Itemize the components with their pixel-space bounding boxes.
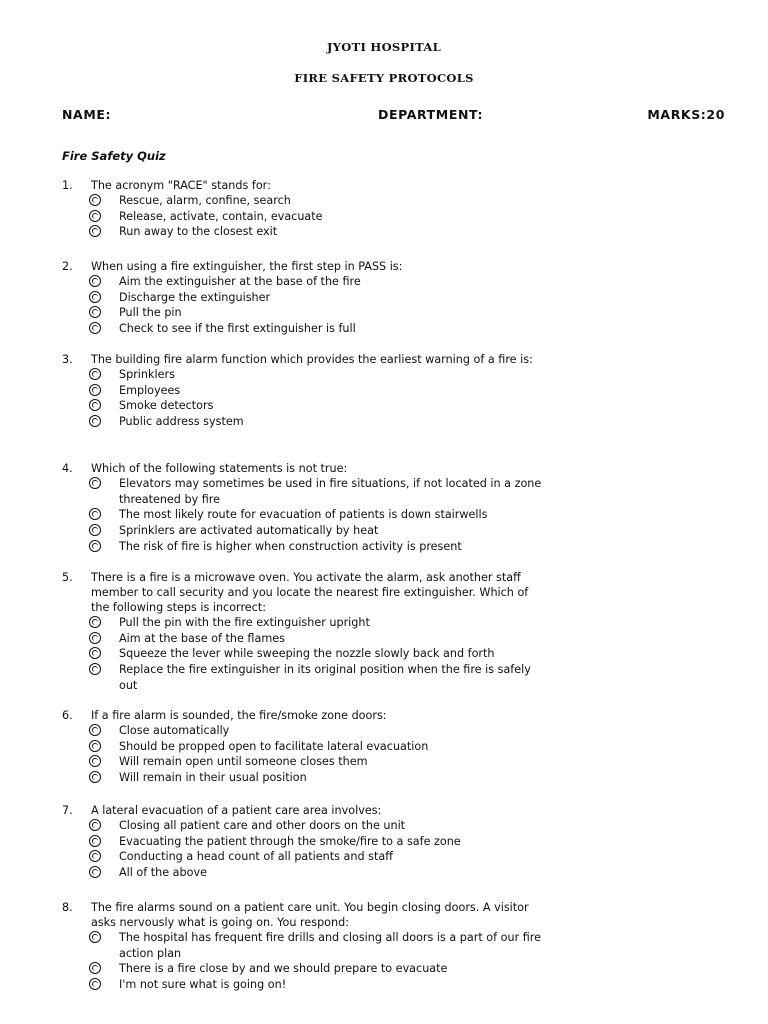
option-2-1 [62,274,542,290]
option-label: Elevators may sometimes be used in fire situations, if not located in a zone threatened by fire [119,477,542,506]
question-number: 8. [62,901,73,914]
marks-label: MARKS:20 [647,107,725,122]
question-stem [62,178,542,193]
option-3-3 [62,398,542,414]
option-list [62,615,542,694]
question-text: The building fire alarm function which provides the earliest warning of a fire is: [91,353,533,366]
question-stem [62,708,542,723]
question-text: If a fire alarm is sounded, the fire/smoke zone doors: [91,709,387,722]
question-text: There is a fire is a microwave oven. You activate the alarm, ask another staff member to call security and you locate the nearest fire extinguisher. Which of the following steps is incorrect: [91,571,529,614]
question-4 [62,461,542,555]
option-label: Will remain open until someone closes them [119,755,368,769]
radio-circle-icon[interactable] [89,755,101,767]
radio-circle-icon[interactable] [89,477,101,489]
option-8-3 [62,977,542,993]
question-6 [62,708,542,786]
option-3-2 [62,383,542,399]
radio-circle-icon[interactable] [89,962,101,974]
option-4-4 [62,539,542,555]
radio-circle-icon[interactable] [89,225,101,237]
radio-circle-icon[interactable] [89,291,101,303]
question-8 [62,900,542,993]
question-stem [62,352,542,367]
radio-circle-icon[interactable] [89,819,101,831]
question-7 [62,803,542,881]
question-text: When using a fire extinguisher, the first step in PASS is: [91,260,403,273]
option-label: Check to see if the first extinguisher is full [119,322,356,336]
option-2-4 [62,321,542,337]
option-5-1 [62,615,542,631]
option-2-3 [62,305,542,321]
question-number: 6. [62,709,73,722]
option-label: Closing all patient care and other doors on the unit [119,819,406,832]
radio-circle-icon[interactable] [89,724,101,736]
option-4-3 [62,523,542,539]
radio-circle-icon[interactable] [89,399,101,411]
option-label: Pull the pin [119,306,182,320]
radio-circle-icon[interactable] [89,306,101,318]
option-label: Close automatically [119,724,230,737]
option-list [62,723,542,786]
department-label: DEPARTMENT: [378,107,484,122]
option-list [62,367,542,430]
option-3-4 [62,414,542,430]
radio-circle-icon[interactable] [89,540,101,552]
hospital-name: JYOTI HOSPITAL [327,40,441,54]
option-list [62,930,542,993]
document-title: FIRE SAFETY PROTOCOLS [294,71,474,85]
option-5-3 [62,646,542,662]
question-text: The fire alarms sound on a patient care unit. You begin closing doors. A visitor asks nervously what is going on. You respond: [91,901,529,929]
option-4-2 [62,507,542,523]
option-1-1 [62,193,542,209]
option-label: Sprinklers are activated automatically by heat [119,524,379,538]
question-text: A lateral evacuation of a patient care area involves: [91,804,382,817]
option-label: The most likely route for evacuation of patients is down stairwells [119,508,488,522]
option-7-2 [62,834,542,850]
radio-circle-icon[interactable] [89,835,101,847]
question-5 [62,570,542,694]
option-6-2 [62,739,542,755]
question-text: Which of the following statements is not true: [91,462,348,475]
question-number: 5. [62,571,73,584]
quiz-title: Fire Safety Quiz [62,149,166,163]
question-stem [62,900,542,930]
option-label: Release, activate, contain, evacuate [119,209,323,223]
question-text: The acronym "RACE" stands for: [91,179,271,192]
radio-circle-icon[interactable] [89,322,101,334]
option-7-1 [62,818,542,834]
option-label: Rescue, alarm, confine, search [119,194,291,207]
option-label: The risk of fire is higher when construction activity is present [119,539,462,553]
option-label: Pull the pin with the fire extinguisher upright [119,616,370,629]
option-label: Aim the extinguisher at the base of the fire [119,275,361,288]
radio-circle-icon[interactable] [89,524,101,536]
radio-circle-icon[interactable] [89,508,101,520]
radio-circle-icon[interactable] [89,368,101,380]
question-number: 3. [62,353,73,366]
option-5-4 [62,662,542,693]
option-label: Should be propped open to facilitate lateral evacuation [119,739,429,753]
question-stem [62,259,542,274]
question-number: 4. [62,462,73,475]
radio-circle-icon[interactable] [89,616,101,628]
radio-circle-icon[interactable] [89,647,101,659]
option-3-1 [62,367,542,383]
option-label: Sprinklers [119,368,175,381]
option-2-2 [62,290,542,306]
radio-circle-icon[interactable] [89,415,101,427]
radio-circle-icon[interactable] [89,632,101,644]
option-list [62,274,542,337]
question-stem [62,803,542,818]
radio-circle-icon[interactable] [89,740,101,752]
question-stem [62,570,542,615]
question-1 [62,178,542,240]
option-8-1 [62,930,542,961]
option-7-3 [62,849,542,865]
question-number: 1. [62,179,73,192]
radio-circle-icon[interactable] [89,866,101,878]
radio-circle-icon[interactable] [89,194,101,206]
question-number: 7. [62,804,73,817]
name-label: NAME: [62,107,112,122]
option-label: There is a fire close by and we should prepare to evacuate [119,962,448,976]
question-number: 2. [62,260,73,273]
option-label: Squeeze the lever while sweeping the nozzle slowly back and forth [119,647,495,661]
option-list [62,193,542,240]
option-4-1 [62,476,542,507]
option-label: The hospital has frequent fire drills and closing all doors is a part of our fire action plan [119,931,542,960]
radio-circle-icon[interactable] [89,931,101,943]
option-label: All of the above [119,866,207,880]
radio-circle-icon[interactable] [89,850,101,862]
option-label: I'm not sure what is going on! [119,978,287,992]
option-label: Aim at the base of the flames [119,631,285,645]
option-6-1 [62,723,542,739]
option-label: Smoke detectors [119,399,214,413]
option-list [62,818,542,881]
option-label: Replace the fire extinguisher in its original position when the fire is safely out [119,663,531,692]
option-label: Evacuating the patient through the smoke/fire to a safe zone [119,834,461,848]
option-label: Will remain in their usual position [119,771,307,785]
option-label: Discharge the extinguisher [119,290,271,304]
option-5-2 [62,631,542,647]
radio-circle-icon[interactable] [89,978,101,990]
question-2 [62,259,542,337]
radio-circle-icon[interactable] [89,663,101,675]
question-3 [62,352,542,430]
option-label: Run away to the closest exit [119,225,278,239]
option-label: Conducting a head count of all patients and staff [119,850,393,864]
option-label: Public address system [119,415,244,429]
radio-circle-icon[interactable] [89,771,101,783]
question-stem [62,461,542,476]
option-8-2 [62,961,542,977]
option-6-3 [62,754,542,770]
option-1-3 [62,224,542,240]
radio-circle-icon[interactable] [89,384,101,396]
option-list [62,476,542,555]
radio-circle-icon[interactable] [89,210,101,222]
option-1-2 [62,209,542,225]
option-6-4 [62,770,542,786]
radio-circle-icon[interactable] [89,275,101,287]
option-label: Employees [119,383,181,397]
option-7-4 [62,865,542,881]
